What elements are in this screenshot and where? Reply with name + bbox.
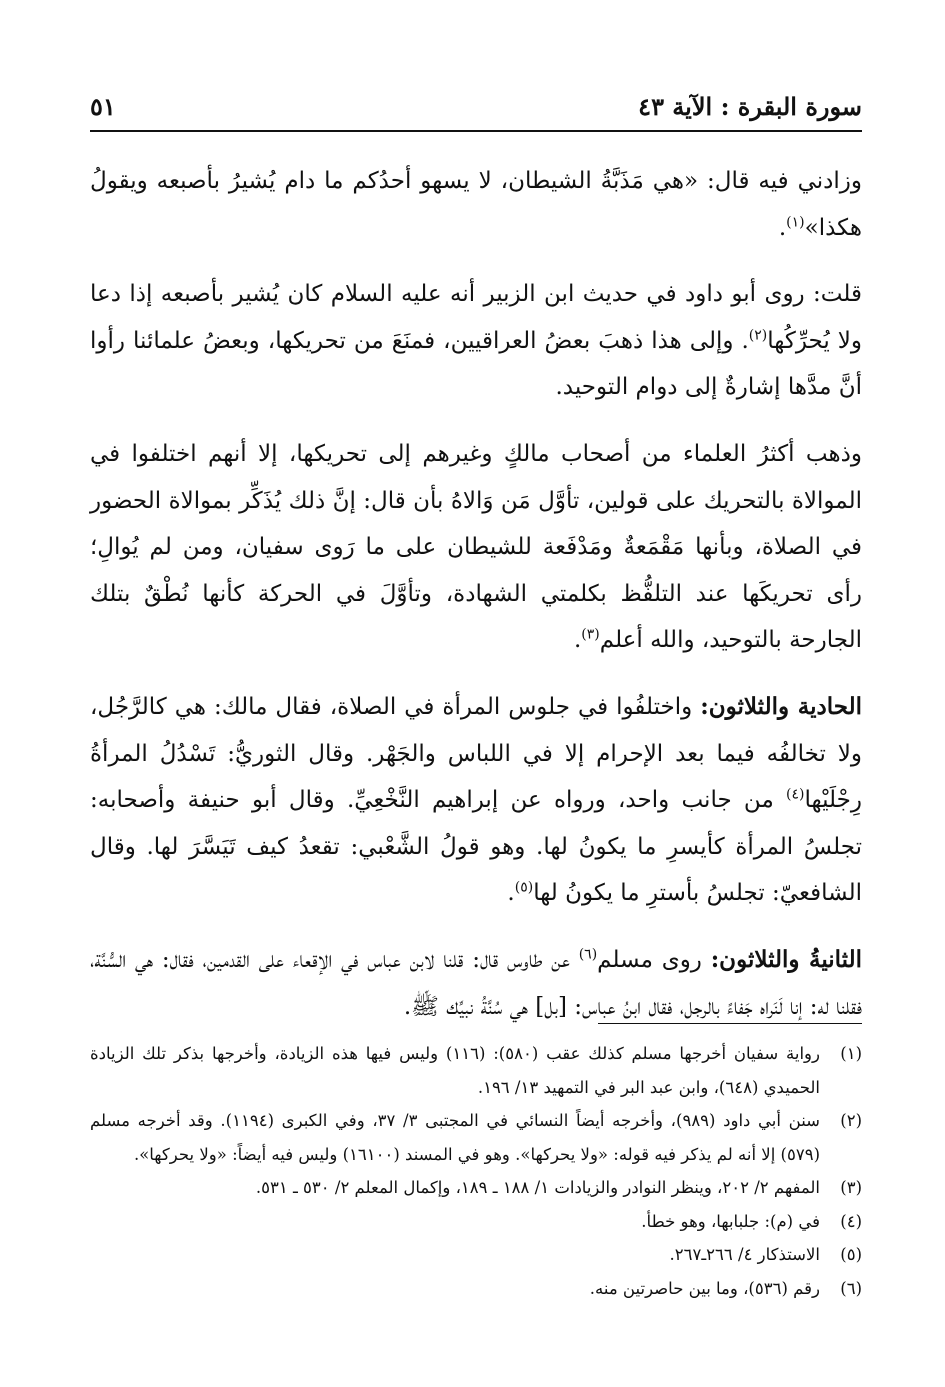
- footnote-text: المفهم ٢/ ٢٠٢، وينظر النوادر والزيادات ١/ ١٨٨ ـ ١٨٩، وإكمال المعلم ٢/ ٥٣٠ ـ ٥٣١.: [255, 1178, 820, 1197]
- paragraph-text: روى مسلم: [597, 946, 711, 973]
- section-heading: الثانيةُ والثلاثون:: [710, 945, 863, 973]
- paragraph: [90, 158, 862, 251]
- footnote-ref: (١): [786, 213, 805, 230]
- footnote: [90, 1272, 862, 1306]
- paragraph-text: .: [778, 214, 787, 241]
- footnote-ref: (٦): [578, 946, 598, 963]
- paragraph-text: واختلفُوا في جلوس المرأة في الصلاة، فقال مالك: هي كالرَّجُل، ولا تخالفُه فيما بعد الإحرام إلا في اللباس والجَهْر. وقال الثوريُّ: تَسْدُلُ المرأةُ رِجْلَيْها: [90, 693, 862, 814]
- footnote-text: سنن أبي داود (٩٨٩)، وأخرجه أيضاً النسائي في المجتبى ٣/ ٣٧، وفي الكبرى (١١٩٤). وقد أخرجه مسلم (٥٧٩) إلا أنه لم يذكر فيه قوله: «ولا يحركها». وهو في المسند (١٦١٠٠) وليس فيه أيضاً: «ولا يحركها».: [90, 1111, 821, 1164]
- paragraph-text: من جانب واحد، ورواه عن إبراهيم النَّخْعِيِّ. وقال أبو حنيفة وأصحابه: تجلسُ المرأة كأيسرِ ما يكونُ لها. وهو قولُ الشَّعْبي: تقعدُ كيف تَيَسَّرَ لها. وقال الشافعيّ: تجلسُ بأسترِ ما يكونُ لها: [90, 787, 862, 907]
- main-text: [90, 158, 862, 1050]
- footnote: [90, 1238, 862, 1272]
- section-heading: الحادية والثلاثون:: [700, 692, 862, 720]
- paragraph-text: .: [573, 627, 582, 654]
- paragraph-text: وذهب أكثرُ العلماء من أصحاب مالكٍ وغيرهم إلى تحريكها، إلا أنهم اختلفوا في الموالاة بالتحريك على قولين، تأوَّل مَن وَالاهُ بأن قال: إنَّ ذلك يُذَكِّر بموالاة الحضور في الصلاة، وبأنها مَقْمَعةٌ ومَدْفَعة للشيطان على ما رَوى سفيان، ومن لم يُوالِ؛ رأى تحريكَها عند التلفُّظ بكلمتي الشهادة، وتأوَّلَ في الحركة كأنها نُطْقٌ بتلك الجارحة بالتوحيد، والله أعلم: [90, 440, 862, 654]
- footnote-number: (٤): [840, 1211, 862, 1231]
- footnote-text: الاستذكار ٤/ ٢٦٦ـ٢٦٧.: [669, 1245, 820, 1264]
- footnote-ref: (٤): [786, 786, 805, 803]
- footnote-number: (١): [840, 1044, 862, 1063]
- footnote-divider: [598, 1023, 862, 1024]
- footnote: [90, 1104, 862, 1171]
- footnotes: [90, 1037, 862, 1305]
- footnote-ref: (٥): [514, 879, 534, 896]
- page-header: [90, 88, 862, 132]
- paragraph: [90, 271, 862, 411]
- paragraph: [90, 431, 862, 664]
- footnote-number: (٣): [840, 1178, 862, 1197]
- footnote-text: في (م): جلبابها، وهو خطأ.: [641, 1211, 820, 1231]
- paragraph-text: قلت: روى أبو داود في حديث ابن الزبير أنه عليه السلام كان يُشير بأصبعه إذا دعا ولا يُحرِّكُها: [90, 281, 862, 354]
- footnote-number: (٢): [840, 1111, 862, 1130]
- footnote-text: رقم (٥٣٦)، وما بين حاصرتين منه.: [589, 1278, 820, 1298]
- footnote-ref: (٣): [581, 626, 600, 643]
- footnote: [90, 1171, 862, 1205]
- page-number: ٥١: [90, 92, 116, 121]
- paragraph-text: عن طاوس قال: قلنا لابن عباس في الإقعاء على القدمين، فقال: هي السُّنَّة، فقلنا له: إنا لَنَراه جَفاءً بالرجل، فقال ابنُ عباس: [بل] هي سُنَّةُ نبيِّك ﷺ.: [90, 946, 862, 1020]
- footnote-ref: (٢): [748, 327, 768, 344]
- paragraph-text: وزادني فيه قال: «هي مَذَبَّةُ الشيطان، لا يسهو أحدُكم ما دام يُشيرُ بأصبعه ويقولُ هكذا»: [90, 168, 862, 241]
- footnote: [90, 1205, 862, 1239]
- paragraph: [90, 684, 862, 917]
- footnote-number: (٥): [840, 1245, 862, 1264]
- footnote-number: (٦): [840, 1278, 862, 1298]
- footnote: [90, 1037, 862, 1104]
- paragraph-text: .: [507, 880, 515, 907]
- footnote-text: رواية سفيان أخرجها مسلم كذلك عقب (٥٨٠): (١١٦) وليس فيها هذه الزيادة، وأخرجها بذكر تلك الزيادة الحميدي (٦٤٨)، وابن عبد البر في التمهيد ١٣/ ١٩٦.: [90, 1044, 820, 1097]
- paragraph-text: . وإلى هذا ذهبَ بعضُ العراقيين، فمنَعَ من تحريكها، وبعضُ علمائنا رأوا أنَّ مدَّها إشارةٌ إلى دوام التوحيد.: [90, 327, 862, 401]
- paragraph: [90, 937, 862, 1030]
- surah-title: سورة البقرة : الآية ٤٣: [638, 92, 862, 121]
